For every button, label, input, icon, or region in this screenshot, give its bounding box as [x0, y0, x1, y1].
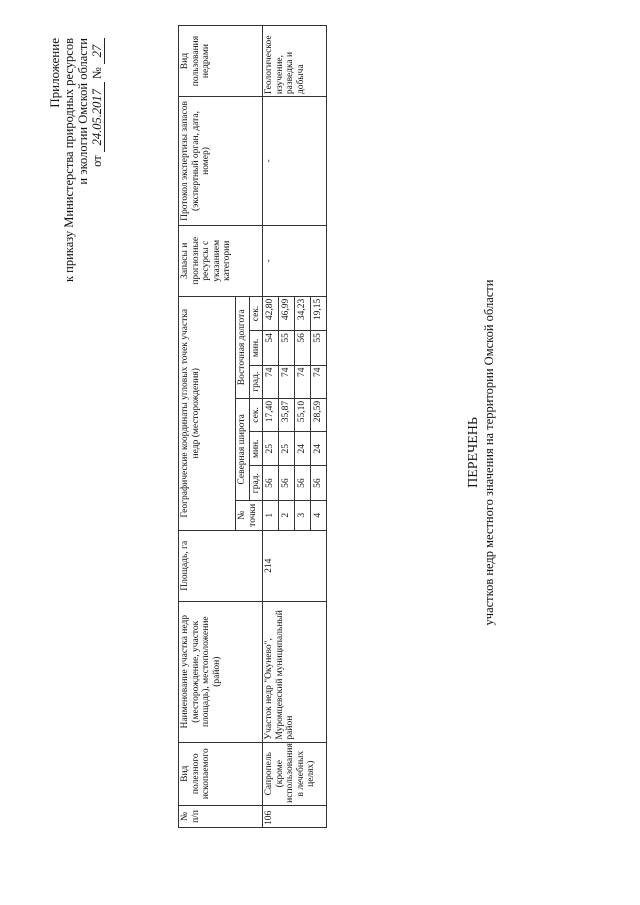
lat-min: 24: [311, 432, 327, 466]
order-date: 24.05.2017: [90, 82, 105, 152]
point-no: 4: [311, 500, 327, 530]
header-coordinates: Географические координаты угловых точек участка недр (месторождения): [179, 296, 236, 530]
lat-sec: 17,40: [263, 398, 279, 431]
document-subtitle: участков недр местного значения на территории Омской области: [482, 279, 496, 626]
lat-deg: 56: [295, 466, 311, 500]
document-title: ПЕРЕЧЕНЬ: [466, 417, 481, 488]
header-east-longitude: Восточная долгота: [236, 296, 250, 398]
lon-min: 54: [263, 331, 279, 365]
lon-sec: 34,23: [295, 296, 311, 330]
header-site-name: Наименование участка недр (месторождение, участок площадь), местоположение (район): [179, 601, 263, 742]
header-mineral: Вид полезного ископаемого: [179, 742, 263, 805]
header-use-type: Вид пользования недрами: [179, 26, 263, 97]
lat-sec: 28,59: [311, 398, 327, 431]
appendix-date-line: [90, 38, 105, 282]
lat-deg: 56: [311, 466, 327, 500]
lat-sec: 55,10: [295, 398, 311, 431]
header-num: № п/п: [179, 805, 263, 827]
lat-sec: 35,87: [279, 398, 295, 431]
point-no: 2: [279, 500, 295, 530]
point-no: 3: [295, 500, 311, 530]
header-point-no: № точки: [236, 500, 263, 530]
lon-sec: 42,80: [263, 296, 279, 330]
lon-deg: 74: [311, 365, 327, 398]
row-area: 214: [263, 530, 327, 601]
lat-min: 25: [263, 432, 279, 466]
header-lon-min: мин.: [249, 331, 263, 365]
lon-deg: 74: [279, 365, 295, 398]
lon-sec: 46,99: [279, 296, 295, 330]
header-lon-sec: сек.: [249, 296, 263, 330]
lon-min: 55: [279, 331, 295, 365]
header-reserves: Запасы и прогнозные ресурсы с указанием категории: [179, 225, 263, 296]
order-number-prefix: №: [90, 67, 104, 80]
order-number: 27: [90, 38, 105, 64]
subsoil-sites-table: [178, 25, 327, 828]
lon-deg: 74: [295, 365, 311, 398]
appendix-order-line: к приказу Министерства природных ресурсов: [62, 38, 76, 283]
row-protocol: -: [263, 97, 327, 226]
header-lon-deg: град.: [249, 365, 263, 398]
appendix-from-prefix: от: [90, 155, 104, 167]
row-reserves: -: [263, 225, 327, 296]
row-use-type: Геологическое изучение, разведка и добыча: [263, 26, 327, 97]
header-protocol: Протокол экспертизы запасов (экспертный орган, дата, номер): [179, 97, 263, 226]
lon-min: 56: [295, 331, 311, 365]
row-site-name: Участок недр "Окунево", Муромцевский муниципальный район: [263, 601, 327, 742]
appendix-block: [48, 38, 105, 282]
header-row-main: [179, 26, 236, 828]
header-lat-min: мин.: [249, 432, 263, 466]
point-no: 1: [263, 500, 279, 530]
row-mineral: Сапропель (кроме использования в лечебных целях): [263, 742, 327, 805]
header-area: Площадь, га: [179, 530, 263, 601]
header-lat-deg: град.: [249, 466, 263, 500]
lon-min: 55: [311, 331, 327, 365]
lat-deg: 56: [279, 466, 295, 500]
appendix-ministry-line: и экологии Омской области: [76, 38, 90, 185]
lat-min: 25: [279, 432, 295, 466]
appendix-heading: Приложение: [47, 38, 62, 108]
header-lat-sec: сек.: [249, 398, 263, 431]
table-row: [263, 26, 279, 828]
lat-min: 24: [295, 432, 311, 466]
header-north-latitude: Северная широта: [236, 398, 250, 500]
row-num: 106: [263, 805, 327, 827]
lon-sec: 19,15: [311, 296, 327, 330]
lat-deg: 56: [263, 466, 279, 500]
lon-deg: 74: [263, 365, 279, 398]
